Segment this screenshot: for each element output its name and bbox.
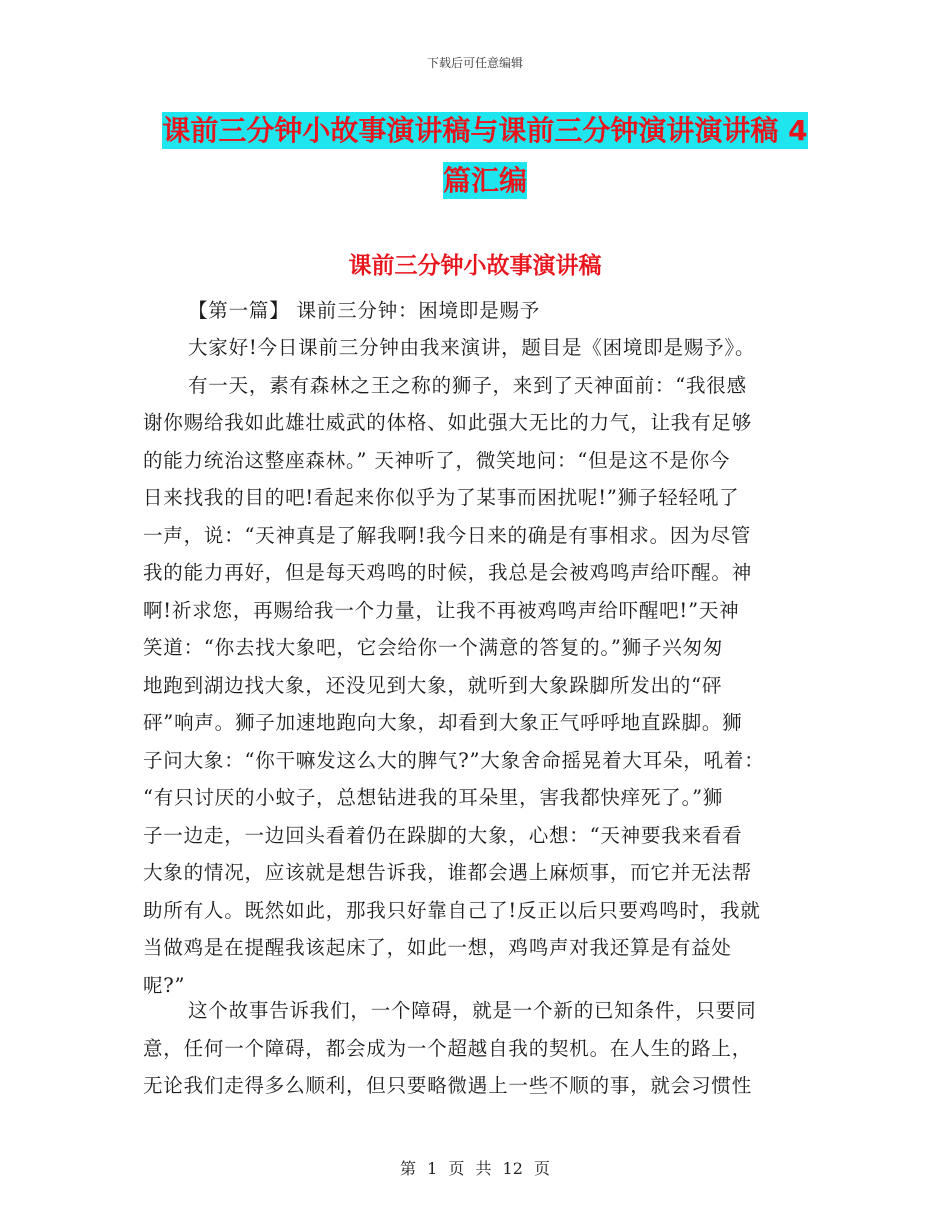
paragraph-line: 呢?” — [143, 973, 186, 997]
paragraph-line: 我的能力再好，但是每天鸡鸣的时候，我总是会被鸡鸣声给吓醒。神 — [143, 561, 753, 584]
paragraph-line: 大象的情况，应该就是想告诉我，谁都会遇上麻烦事，而它并无法帮 — [143, 861, 753, 884]
section-title: 课前三分钟小故事演讲稿 — [348, 253, 602, 279]
paragraph-line: 助所有人。既然如此，那我只好靠自己了!反正以后只要鸡鸣时，我就 — [143, 898, 761, 922]
paragraph-line: 大家好!今日课前三分钟由我来演讲，题目是《困境即是赐予》。 — [188, 336, 756, 359]
document-title — [150, 106, 820, 206]
paragraph-line: 这个故事告诉我们，一个障碍，就是一个新的已知条件，只要同 — [188, 999, 757, 1022]
paragraph-line: 啊!祈求您，再赐给我一个力量，让我不再被鸡鸣声给吓醒吧!”天神 — [143, 598, 740, 622]
paragraph-line: 日来找我的目的吧!看起来你似乎为了某事而困扰呢!”狮子轻轻吼了 — [143, 486, 740, 509]
paragraph-line: 地跑到湖边找大象，还没见到大象，就听到大象跺脚所发出的“砰 — [143, 673, 723, 697]
document-title-line-2: 篇汇编 — [442, 164, 527, 197]
paragraph-line: 当做鸡是在提醒我该起床了，如此一想，鸡鸣声对我还算是有益处 — [143, 936, 732, 959]
page-footer: 第 1 页 共 12 页 — [400, 1159, 550, 1178]
paragraph-line: 砰”响声。狮子加速地跑向大象，却看到大象正气呼呼地直跺脚。狮 — [143, 711, 743, 734]
paragraph-line: “有只讨厌的小蚊子，总想钻进我的耳朵里，害我都快痒死了。”狮 — [143, 786, 724, 809]
paragraph-line: 笑道：“你去找大象吧，它会给你一个满意的答复的。”狮子兴匆匆 — [143, 636, 724, 659]
paragraph-line: 谢你赐给我如此雄壮威武的体格、如此强大无比的力气，让我有足够 — [143, 411, 753, 434]
paragraph-line: 有一天，素有森林之王之称的狮子，来到了天神面前：“我很感 — [188, 373, 747, 397]
chapter-heading — [143, 292, 819, 330]
story-paragraphs — [143, 329, 819, 1004]
document-title-line-1: 课前三分钟小故事演讲稿与课前三分钟演讲演讲稿 4 — [162, 114, 808, 147]
moral-paragraph — [143, 992, 819, 1105]
paragraph-line: 意，任何一个障碍，都会成为一个超越自我的契机。在人生的路上， — [143, 1036, 753, 1060]
paragraph-line: 无论我们走得多么顺利，但只要略微遇上一些不顺的事，就会习惯性 — [143, 1074, 753, 1097]
paragraph-line: 的能力统治这整座森林。” 天神听了，微笑地问：“但是这不是你今 — [143, 448, 731, 472]
header-note: 下载后可任意编辑 — [426, 56, 523, 70]
chapter-heading-text: 【第一篇】 课前三分钟：困境即是赐予 — [188, 299, 541, 322]
paragraph-line: 子问大象：“你干嘛发这么大的脾气?”大象舍命摇晃着大耳朵，吼着： — [143, 748, 765, 772]
paragraph-line: 子一边走，一边回头看着仍在跺脚的大象，心想：“天神要我来看看 — [143, 823, 743, 847]
paragraph-line: 一声，说：“天神真是了解我啊!我今日来的确是有事相求。因为尽管 — [143, 523, 752, 547]
